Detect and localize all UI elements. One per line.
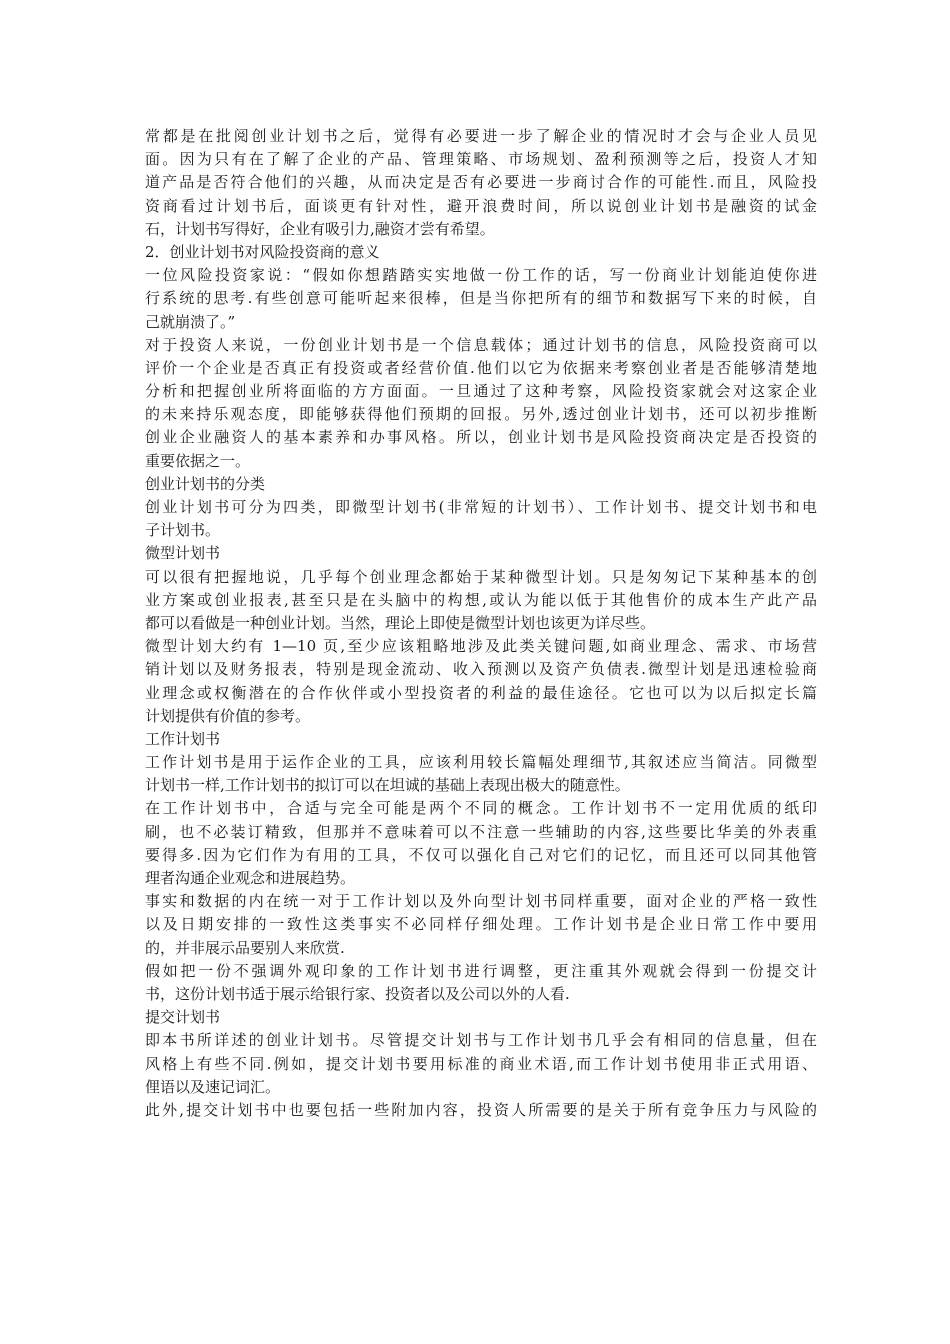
document-body bbox=[145, 125, 817, 1122]
text-line: 可以很有把握地说，几乎每个创业理念都始于某种微型计划。只是匆匆记下某种基本的创 bbox=[145, 567, 817, 586]
text-line: 此外,提交计划书中也要包括一些附加内容，投资人所需要的是关于所有竞争压力与风险的 bbox=[145, 1100, 817, 1119]
text-line: 石，计划书写得好，企业有吸引力,融资才尝有希望。 bbox=[145, 219, 495, 238]
text-line: 创业计划书的分类 bbox=[145, 474, 266, 493]
text-line: 重要依据之一。 bbox=[145, 451, 251, 470]
text-line: 销计划以及财务报表，特别是现金流动、收入预测以及资产负债表.微型计划是迅速检验商 bbox=[145, 660, 817, 679]
text-line: 计划书一样,工作计划书的拟订可以在坦诚的基础上表现出极大的随意性。 bbox=[145, 776, 630, 795]
text-line: 道产品是否符合他们的兴趣，从而决定是否有必要进一步商讨合作的可能性.而且，风险投 bbox=[145, 173, 817, 192]
text-line: 提交计划书 bbox=[145, 1008, 221, 1027]
text-line: 评价一个企业是否真正有投资或者经营价值.他们以它为依据来考察创业者是否能够清楚地 bbox=[145, 358, 817, 377]
text-line: 的，并非展示品要别人来欣赏. bbox=[145, 938, 345, 957]
text-line: 业方案或创业报表,甚至只是在头脑中的构想,或认为能以低于其他售价的成本生产此产品 bbox=[145, 590, 817, 609]
text-line: 微型计划书 bbox=[145, 544, 221, 563]
text-line: 微型计划大约有 1—10 页,至少应该粗略地涉及此类关键问题,如商业理念、需求、市场营 bbox=[145, 637, 817, 656]
text-line: 风格上有些不同.例如，提交计划书要用标准的商业术语,而工作计划书使用非正式用语、 bbox=[145, 1054, 817, 1073]
text-line: 以及日期安排的一致性这类事实不必同样仔细处理。工作计划书是企业日常工作中要用 bbox=[145, 915, 817, 934]
text-line: 创业计划书可分为四类，即微型计划书(非常短的计划书）、工作计划书、提交计划书和电 bbox=[145, 498, 817, 516]
text-line: 的未来持乐观态度，即能够获得他们预期的回报。另外,透过创业计划书，还可以初步推断 bbox=[145, 405, 817, 424]
text-line: 即本书所详述的创业计划书。尽管提交计划书与工作计划书几乎会有相同的信息量，但在 bbox=[145, 1031, 817, 1050]
text-line: 子计划书。 bbox=[145, 521, 221, 540]
text-line: 分析和把握创业所将面临的方方面面。一旦通过了这种考察，风险投资家就会对这家企业 bbox=[145, 382, 817, 401]
text-line: 刷，也不必装订精致，但那并不意味着可以不注意一些辅助的内容,这些要比华美的外表重 bbox=[145, 822, 817, 841]
text-line: 一位风险投资家说：“假如你想踏踏实实地做一份工作的话，写一份商业计划能迫使你进 bbox=[145, 266, 817, 285]
text-line: 在工作计划书中，合适与完全可能是两个不同的概念。工作计划书不一定用优质的纸印 bbox=[145, 799, 817, 818]
text-line: 工作计划书是用于运作企业的工具，应该利用较长篇幅处理细节,其叙述应当简洁。同微型 bbox=[145, 753, 817, 772]
text-line: 常都是在批阅创业计划书之后，觉得有必要进一步了解企业的情况时才会与企业人员见 bbox=[145, 127, 817, 145]
text-line: 书，这份计划书适于展示给银行家、投资者以及公司以外的人看. bbox=[145, 984, 570, 1003]
text-line: 2．创业计划书对风险投资商的意义 bbox=[145, 242, 380, 261]
text-line: 假如把一份不强调外观印象的工作计划书进行调整，更注重其外观就会得到一份提交计 bbox=[145, 961, 817, 980]
text-line: 资商看过计划书后，面谈更有针对性，避开浪费时间，所以说创业计划书是融资的试金 bbox=[145, 196, 817, 215]
text-line: 都可以看做是一种创业计划。当然，理论上即使是微型计划也该更为详尽些。 bbox=[145, 613, 656, 632]
text-line: 行系统的思考.有些创意可能听起来很棒，但是当你把所有的细节和数据写下来的时候，自 bbox=[145, 289, 817, 308]
text-line: 工作计划书 bbox=[145, 729, 221, 748]
text-line: 俚语以及速记词汇。 bbox=[145, 1077, 281, 1096]
text-line: 计划提供有价值的参考。 bbox=[145, 706, 311, 725]
text-line: 事实和数据的内在统一对于工作计划以及外向型计划书同样重要，面对企业的严格一致性 bbox=[145, 892, 817, 911]
text-line: 创业企业融资人的基本素养和办事风格。所以，创业计划书是风险投资商决定是否投资的 bbox=[145, 428, 817, 447]
text-line: 理者沟通企业观念和进展趋势。 bbox=[145, 869, 356, 887]
text-line: 对于投资人来说，一份创业计划书是一个信息载体；通过计划书的信息，风险投资商可以 bbox=[145, 335, 817, 354]
text-line: 业理念或权衡潜在的合作伙伴或小型投资者的利益的最佳途径。它也可以为以后拟定长篇 bbox=[145, 683, 817, 702]
text-line: 面。因为只有在了解了企业的产品、管理策略、市场规划、盈利预测等之后，投资人才知 bbox=[145, 150, 817, 169]
text-line: 要得多.因为它们作为有用的工具，不仅可以强化自己对它们的记忆，而且还可以同其他管 bbox=[145, 845, 817, 864]
text-line: 己就崩溃了。” bbox=[145, 312, 236, 331]
